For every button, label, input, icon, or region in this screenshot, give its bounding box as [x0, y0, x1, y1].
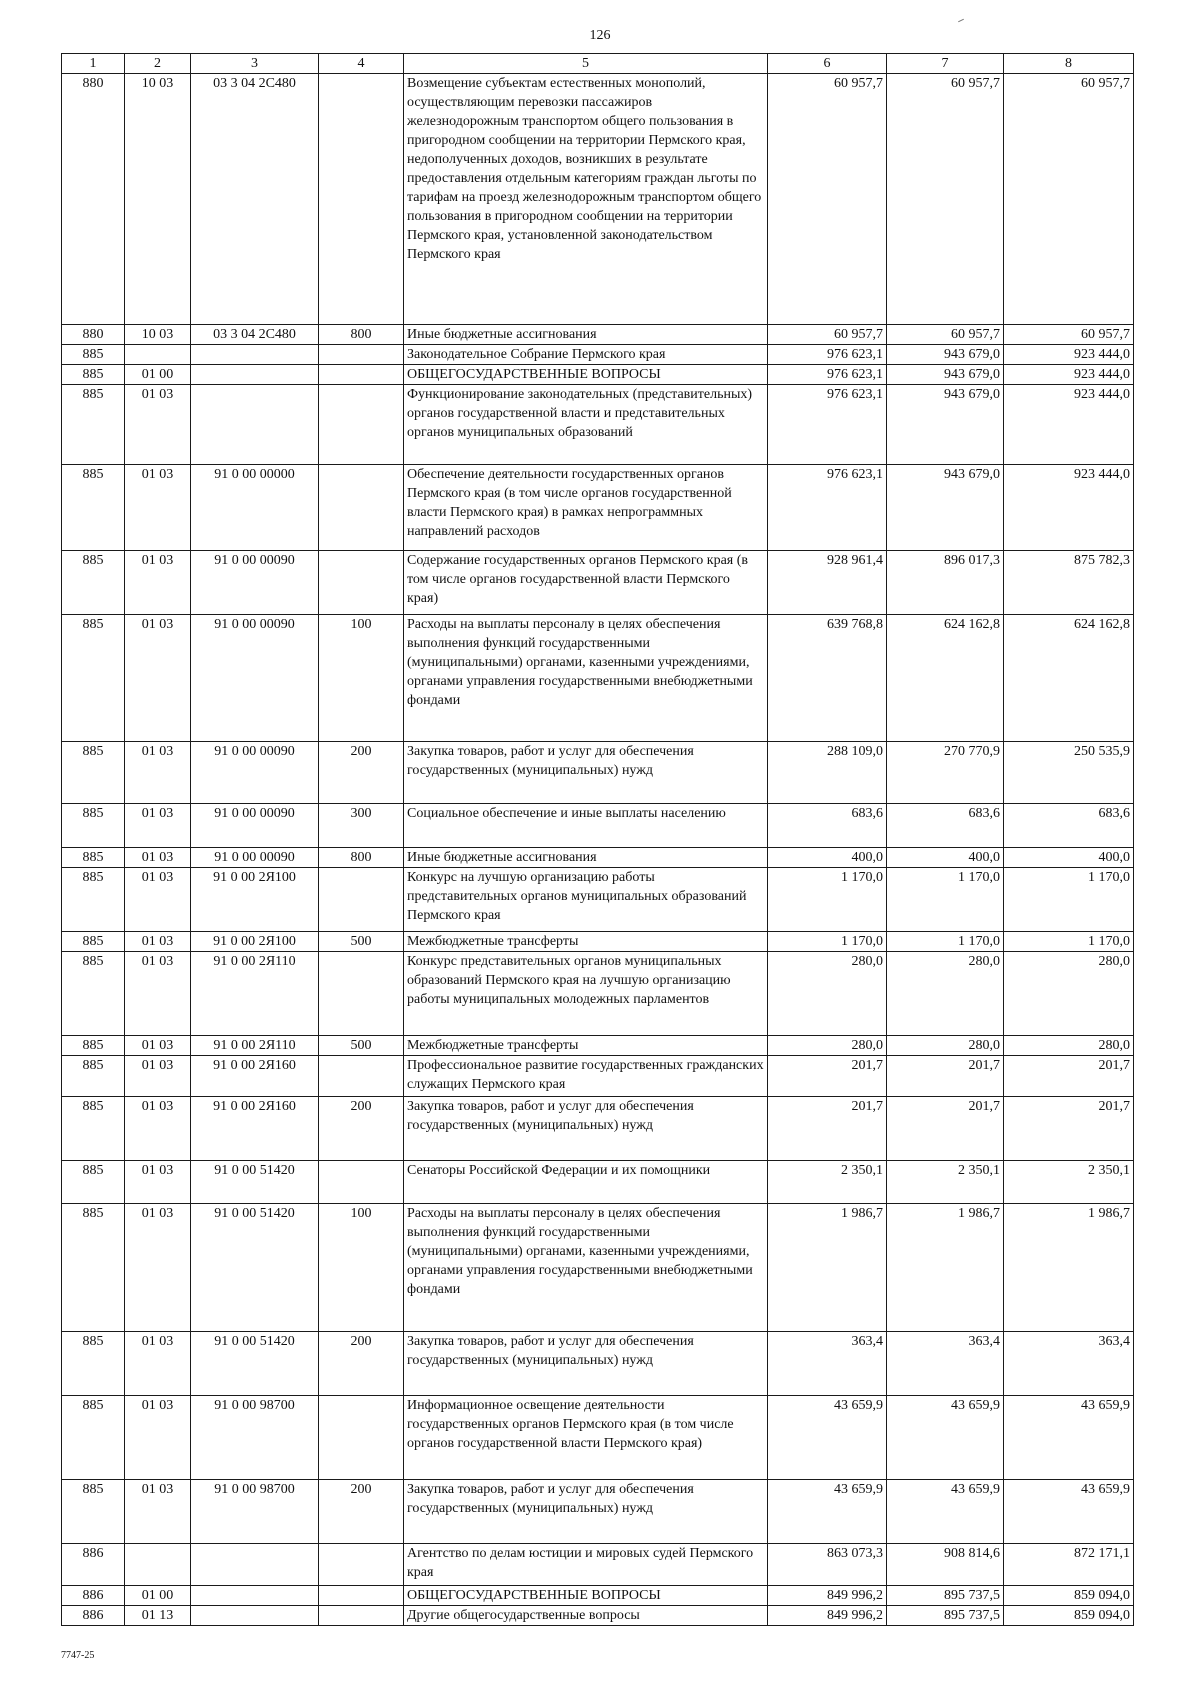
cell-expense-type	[319, 345, 404, 365]
cell-name: Информационное освещение деятельности государственных органов Пермского края (в том числе органов государственной власти Пермского края)	[404, 1396, 768, 1480]
cell-amount-col6: 639 768,8	[768, 615, 887, 742]
cell-amount-col8: 1 170,0	[1004, 868, 1134, 932]
cell-amount-col8: 43 659,9	[1004, 1396, 1134, 1480]
cell-amount-col8: 875 782,3	[1004, 551, 1134, 615]
header-cell: 3	[191, 54, 319, 74]
cell-section: 01 03	[125, 551, 191, 615]
cell-section: 01 03	[125, 1332, 191, 1396]
table-row	[62, 804, 1134, 848]
cell-amount-col8: 280,0	[1004, 1036, 1134, 1056]
cell-expense-type: 100	[319, 1204, 404, 1332]
cell-section: 01 03	[125, 848, 191, 868]
cell-ministry: 885	[62, 365, 125, 385]
table-row	[62, 1480, 1134, 1544]
cell-amount-col8: 923 444,0	[1004, 365, 1134, 385]
cell-section: 01 03	[125, 952, 191, 1036]
cell-ministry: 885	[62, 345, 125, 365]
cell-ministry: 885	[62, 952, 125, 1036]
page-number: 126	[589, 28, 611, 43]
cell-expense-type	[319, 465, 404, 551]
cell-target-article: 91 0 00 00090	[191, 742, 319, 804]
cell-name: Возмещение субъектам естественных монополий, осуществляющим перевозки пассажиров железнодорожным транспортом общего пользования в пригородном сообщении на территории Пермского края, недополученных доходов, возникших в результате предоставления отдельным категориям граждан льготы по тарифам на проезд железнодорожным транспортом общего пользования в пригородном сообщении на территории Пермского края, установленной законодательством Пермского края	[404, 74, 768, 325]
cell-ministry: 886	[62, 1606, 125, 1626]
cell-expense-type: 200	[319, 1097, 404, 1161]
cell-amount-col6: 849 996,2	[768, 1606, 887, 1626]
cell-amount-col8: 923 444,0	[1004, 345, 1134, 365]
cell-target-article: 03 3 04 2С480	[191, 74, 319, 325]
cell-amount-col7: 895 737,5	[887, 1606, 1004, 1626]
cell-name: Агентство по делам юстиции и мировых судей Пермского края	[404, 1544, 768, 1586]
cell-section: 10 03	[125, 325, 191, 345]
cell-amount-col8: 1 170,0	[1004, 932, 1134, 952]
cell-expense-type: 200	[319, 1332, 404, 1396]
cell-amount-col7: 908 814,6	[887, 1544, 1004, 1586]
cell-amount-col7: 280,0	[887, 1036, 1004, 1056]
cell-ministry: 885	[62, 1056, 125, 1097]
cell-expense-type: 300	[319, 804, 404, 848]
cell-target-article: 91 0 00 98700	[191, 1480, 319, 1544]
cell-amount-col6: 201,7	[768, 1097, 887, 1161]
table-row	[62, 932, 1134, 952]
table-row	[62, 385, 1134, 465]
cell-amount-col6: 400,0	[768, 848, 887, 868]
table-row	[62, 1056, 1134, 1097]
table-row	[62, 1204, 1134, 1332]
scan-mark	[958, 19, 964, 22]
cell-amount-col6: 280,0	[768, 952, 887, 1036]
cell-amount-col7: 1 170,0	[887, 868, 1004, 932]
budget-table	[61, 53, 1134, 1626]
cell-amount-col8: 923 444,0	[1004, 385, 1134, 465]
cell-amount-col6: 683,6	[768, 804, 887, 848]
cell-expense-type	[319, 74, 404, 325]
cell-expense-type: 500	[319, 932, 404, 952]
cell-amount-col7: 624 162,8	[887, 615, 1004, 742]
cell-target-article	[191, 365, 319, 385]
cell-amount-col8: 60 957,7	[1004, 325, 1134, 345]
cell-name: Иные бюджетные ассигнования	[404, 325, 768, 345]
cell-expense-type	[319, 385, 404, 465]
cell-name: ОБЩЕГОСУДАРСТВЕННЫЕ ВОПРОСЫ	[404, 1586, 768, 1606]
table-row	[62, 365, 1134, 385]
table-row	[62, 1396, 1134, 1480]
cell-amount-col7: 895 737,5	[887, 1586, 1004, 1606]
cell-amount-col7: 683,6	[887, 804, 1004, 848]
cell-amount-col7: 896 017,3	[887, 551, 1004, 615]
cell-expense-type	[319, 1586, 404, 1606]
cell-amount-col8: 859 094,0	[1004, 1586, 1134, 1606]
document-code: 7747-25	[61, 1650, 95, 1661]
cell-target-article: 91 0 00 98700	[191, 1396, 319, 1480]
table-row	[62, 848, 1134, 868]
cell-amount-col6: 280,0	[768, 1036, 887, 1056]
cell-expense-type	[319, 868, 404, 932]
cell-ministry: 880	[62, 325, 125, 345]
cell-amount-col7: 943 679,0	[887, 465, 1004, 551]
cell-amount-col6: 60 957,7	[768, 74, 887, 325]
header-cell: 6	[768, 54, 887, 74]
cell-amount-col7: 60 957,7	[887, 325, 1004, 345]
cell-target-article: 91 0 00 00090	[191, 551, 319, 615]
cell-expense-type	[319, 952, 404, 1036]
cell-name: Конкурс представительных органов муниципальных образований Пермского края на лучшую организацию работы муниципальных молодежных парламентов	[404, 952, 768, 1036]
cell-section: 01 03	[125, 1097, 191, 1161]
cell-section: 01 13	[125, 1606, 191, 1626]
cell-name: Законодательное Собрание Пермского края	[404, 345, 768, 365]
cell-section: 01 03	[125, 615, 191, 742]
table-row	[62, 1544, 1134, 1586]
cell-name: Расходы на выплаты персоналу в целях обеспечения выполнения функций государственными (муниципальными) органами, казенными учреждениями, органами управления государственными внебюджетными фондами	[404, 615, 768, 742]
cell-expense-type: 200	[319, 1480, 404, 1544]
cell-target-article: 91 0 00 00090	[191, 804, 319, 848]
cell-amount-col8: 2 350,1	[1004, 1161, 1134, 1204]
cell-section	[125, 345, 191, 365]
cell-name: Функционирование законодательных (представительных) органов государственной власти и представительных органов муниципальных образований	[404, 385, 768, 465]
cell-amount-col7: 943 679,0	[887, 345, 1004, 365]
cell-name: Закупка товаров, работ и услуг для обеспечения государственных (муниципальных) нужд	[404, 1480, 768, 1544]
cell-expense-type	[319, 1056, 404, 1097]
cell-name: ОБЩЕГОСУДАРСТВЕННЫЕ ВОПРОСЫ	[404, 365, 768, 385]
cell-amount-col6: 363,4	[768, 1332, 887, 1396]
cell-amount-col6: 1 986,7	[768, 1204, 887, 1332]
cell-target-article: 91 0 00 2Я110	[191, 952, 319, 1036]
table-row	[62, 1161, 1134, 1204]
cell-amount-col6: 43 659,9	[768, 1396, 887, 1480]
cell-amount-col6: 976 623,1	[768, 345, 887, 365]
table-row	[62, 1586, 1134, 1606]
cell-amount-col7: 280,0	[887, 952, 1004, 1036]
table-row	[62, 74, 1134, 325]
header-cell: 7	[887, 54, 1004, 74]
cell-expense-type: 500	[319, 1036, 404, 1056]
cell-target-article: 91 0 00 2Я110	[191, 1036, 319, 1056]
header-cell: 1	[62, 54, 125, 74]
cell-section: 01 00	[125, 365, 191, 385]
cell-name: Закупка товаров, работ и услуг для обеспечения государственных (муниципальных) нужд	[404, 1097, 768, 1161]
cell-target-article	[191, 1586, 319, 1606]
cell-ministry: 886	[62, 1544, 125, 1586]
table-row	[62, 1332, 1134, 1396]
cell-amount-col7: 201,7	[887, 1056, 1004, 1097]
cell-amount-col8: 683,6	[1004, 804, 1134, 848]
table-row	[62, 345, 1134, 365]
cell-amount-col7: 400,0	[887, 848, 1004, 868]
cell-name: Закупка товаров, работ и услуг для обеспечения государственных (муниципальных) нужд	[404, 1332, 768, 1396]
cell-amount-col6: 1 170,0	[768, 932, 887, 952]
table-row	[62, 952, 1134, 1036]
cell-name: Другие общегосударственные вопросы	[404, 1606, 768, 1626]
cell-ministry: 885	[62, 1036, 125, 1056]
cell-target-article: 91 0 00 2Я160	[191, 1056, 319, 1097]
cell-amount-col8: 60 957,7	[1004, 74, 1134, 325]
table-row	[62, 742, 1134, 804]
cell-section: 01 03	[125, 1396, 191, 1480]
cell-section: 01 03	[125, 1204, 191, 1332]
cell-amount-col8: 280,0	[1004, 952, 1134, 1036]
cell-amount-col6: 863 073,3	[768, 1544, 887, 1586]
cell-section: 01 03	[125, 465, 191, 551]
cell-ministry: 885	[62, 848, 125, 868]
cell-expense-type: 800	[319, 848, 404, 868]
table-row	[62, 615, 1134, 742]
cell-target-article: 91 0 00 51420	[191, 1204, 319, 1332]
cell-name: Расходы на выплаты персоналу в целях обеспечения выполнения функций государственными (муниципальными) органами, казенными учреждениями, органами управления государственными внебюджетными фондами	[404, 1204, 768, 1332]
cell-amount-col8: 872 171,1	[1004, 1544, 1134, 1586]
cell-target-article: 91 0 00 00090	[191, 615, 319, 742]
cell-expense-type: 800	[319, 325, 404, 345]
cell-expense-type: 100	[319, 615, 404, 742]
cell-section	[125, 1544, 191, 1586]
cell-amount-col6: 976 623,1	[768, 365, 887, 385]
header-cell: 5	[404, 54, 768, 74]
cell-expense-type	[319, 1161, 404, 1204]
cell-target-article: 91 0 00 00000	[191, 465, 319, 551]
header-cell: 4	[319, 54, 404, 74]
cell-amount-col6: 976 623,1	[768, 465, 887, 551]
cell-amount-col8: 363,4	[1004, 1332, 1134, 1396]
cell-amount-col8: 1 986,7	[1004, 1204, 1134, 1332]
cell-ministry: 886	[62, 1586, 125, 1606]
cell-section: 01 03	[125, 742, 191, 804]
cell-target-article: 91 0 00 2Я160	[191, 1097, 319, 1161]
cell-section: 01 03	[125, 1036, 191, 1056]
header-cell: 8	[1004, 54, 1134, 74]
cell-expense-type	[319, 1544, 404, 1586]
cell-amount-col7: 363,4	[887, 1332, 1004, 1396]
cell-name: Межбюджетные трансферты	[404, 1036, 768, 1056]
cell-target-article	[191, 345, 319, 365]
cell-amount-col8: 43 659,9	[1004, 1480, 1134, 1544]
cell-amount-col8: 624 162,8	[1004, 615, 1134, 742]
cell-target-article: 91 0 00 51420	[191, 1332, 319, 1396]
cell-name: Конкурс на лучшую организацию работы представительных органов муниципальных образований Пермского края	[404, 868, 768, 932]
table-row	[62, 1097, 1134, 1161]
cell-amount-col7: 943 679,0	[887, 385, 1004, 465]
cell-name: Иные бюджетные ассигнования	[404, 848, 768, 868]
cell-amount-col6: 928 961,4	[768, 551, 887, 615]
cell-amount-col7: 270 770,9	[887, 742, 1004, 804]
cell-amount-col8: 201,7	[1004, 1056, 1134, 1097]
cell-expense-type	[319, 1396, 404, 1480]
table-row	[62, 465, 1134, 551]
header-row	[62, 54, 1134, 74]
cell-amount-col8: 923 444,0	[1004, 465, 1134, 551]
cell-amount-col7: 201,7	[887, 1097, 1004, 1161]
cell-name: Межбюджетные трансферты	[404, 932, 768, 952]
cell-ministry: 885	[62, 742, 125, 804]
cell-ministry: 880	[62, 74, 125, 325]
cell-ministry: 885	[62, 1480, 125, 1544]
cell-ministry: 885	[62, 615, 125, 742]
cell-amount-col7: 2 350,1	[887, 1161, 1004, 1204]
cell-section: 01 03	[125, 804, 191, 848]
cell-amount-col6: 288 109,0	[768, 742, 887, 804]
cell-expense-type	[319, 365, 404, 385]
table-row	[62, 551, 1134, 615]
table-row	[62, 325, 1134, 345]
cell-expense-type	[319, 551, 404, 615]
table-row	[62, 868, 1134, 932]
cell-name: Обеспечение деятельности государственных органов Пермского края (в том числе органов государственной власти Пермского края) в рамках непрограммных направлений расходов	[404, 465, 768, 551]
cell-target-article: 91 0 00 00090	[191, 848, 319, 868]
cell-name: Социальное обеспечение и иные выплаты населению	[404, 804, 768, 848]
cell-section: 01 03	[125, 1056, 191, 1097]
cell-ministry: 885	[62, 551, 125, 615]
cell-amount-col6: 976 623,1	[768, 385, 887, 465]
cell-ministry: 885	[62, 804, 125, 848]
cell-name: Сенаторы Российской Федерации и их помощники	[404, 1161, 768, 1204]
cell-section: 10 03	[125, 74, 191, 325]
cell-target-article	[191, 1544, 319, 1586]
cell-amount-col6: 2 350,1	[768, 1161, 887, 1204]
cell-amount-col7: 43 659,9	[887, 1396, 1004, 1480]
cell-amount-col6: 60 957,7	[768, 325, 887, 345]
cell-ministry: 885	[62, 1204, 125, 1332]
cell-section: 01 03	[125, 932, 191, 952]
cell-amount-col7: 1 170,0	[887, 932, 1004, 952]
cell-target-article: 91 0 00 2Я100	[191, 932, 319, 952]
cell-ministry: 885	[62, 932, 125, 952]
cell-amount-col8: 859 094,0	[1004, 1606, 1134, 1626]
cell-expense-type: 200	[319, 742, 404, 804]
cell-name: Закупка товаров, работ и услуг для обеспечения государственных (муниципальных) нужд	[404, 742, 768, 804]
cell-amount-col6: 1 170,0	[768, 868, 887, 932]
header-cell: 2	[125, 54, 191, 74]
cell-ministry: 885	[62, 465, 125, 551]
cell-section: 01 03	[125, 385, 191, 465]
cell-ministry: 885	[62, 1396, 125, 1480]
cell-amount-col7: 43 659,9	[887, 1480, 1004, 1544]
cell-amount-col8: 400,0	[1004, 848, 1134, 868]
cell-ministry: 885	[62, 1097, 125, 1161]
table-row	[62, 1036, 1134, 1056]
cell-amount-col6: 201,7	[768, 1056, 887, 1097]
cell-amount-col8: 250 535,9	[1004, 742, 1134, 804]
cell-section: 01 00	[125, 1586, 191, 1606]
cell-amount-col6: 849 996,2	[768, 1586, 887, 1606]
cell-target-article: 91 0 00 51420	[191, 1161, 319, 1204]
cell-target-article: 03 3 04 2С480	[191, 325, 319, 345]
cell-target-article: 91 0 00 2Я100	[191, 868, 319, 932]
table-row	[62, 1606, 1134, 1626]
cell-target-article	[191, 1606, 319, 1626]
cell-target-article	[191, 385, 319, 465]
cell-expense-type	[319, 1606, 404, 1626]
cell-amount-col7: 60 957,7	[887, 74, 1004, 325]
cell-name: Профессиональное развитие государственных гражданских служащих Пермского края	[404, 1056, 768, 1097]
cell-ministry: 885	[62, 385, 125, 465]
cell-ministry: 885	[62, 868, 125, 932]
cell-amount-col8: 201,7	[1004, 1097, 1134, 1161]
cell-amount-col7: 1 986,7	[887, 1204, 1004, 1332]
cell-ministry: 885	[62, 1161, 125, 1204]
cell-section: 01 03	[125, 1480, 191, 1544]
cell-section: 01 03	[125, 868, 191, 932]
cell-amount-col7: 943 679,0	[887, 365, 1004, 385]
cell-ministry: 885	[62, 1332, 125, 1396]
cell-name: Содержание государственных органов Пермского края (в том числе органов государственной власти Пермского края)	[404, 551, 768, 615]
cell-amount-col6: 43 659,9	[768, 1480, 887, 1544]
cell-section: 01 03	[125, 1161, 191, 1204]
